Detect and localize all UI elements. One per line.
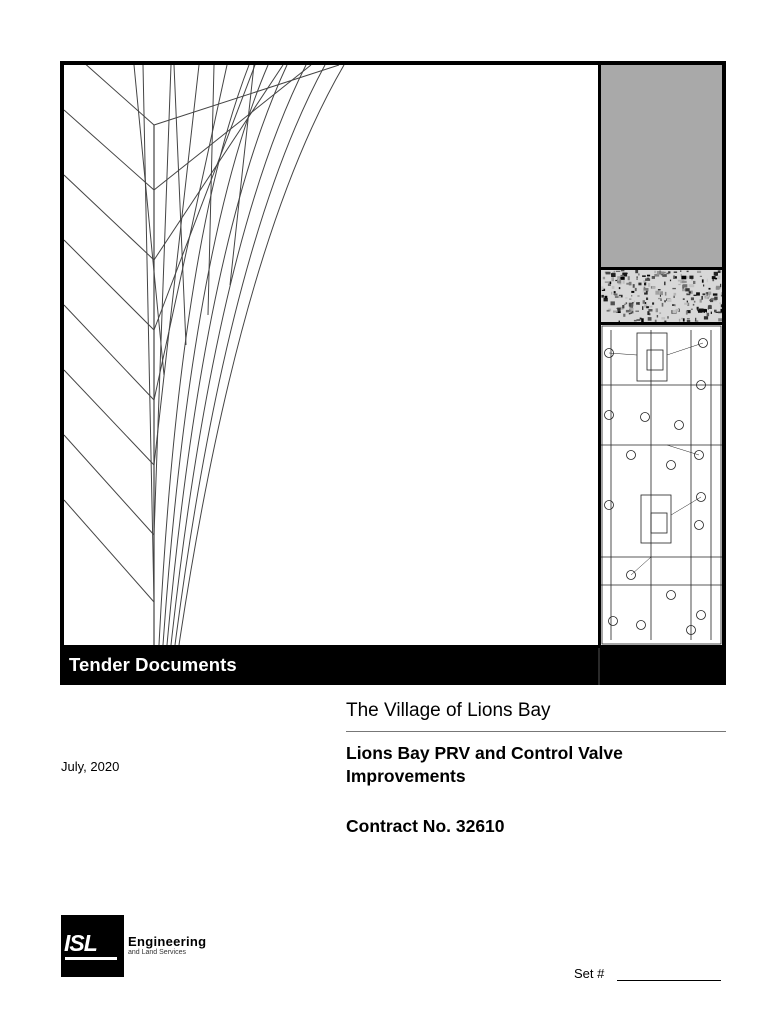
photo-texture-speck (665, 292, 667, 296)
photo-texture-speck (702, 279, 704, 282)
photo-texture-speck (624, 304, 626, 305)
photo-texture-speck (694, 301, 696, 303)
photo-texture-speck (631, 304, 633, 308)
photo-texture-speck (652, 286, 656, 289)
photo-texture-speck (715, 278, 717, 280)
photo-texture-speck (714, 297, 717, 300)
art-fan-line (208, 65, 214, 315)
photo-texture-speck (612, 277, 613, 280)
photo-texture-speck (610, 282, 612, 285)
photo-texture-speck (646, 306, 649, 308)
art-fan-line (174, 65, 186, 345)
photo-texture-speck (605, 282, 610, 283)
photo-texture-speck (706, 293, 709, 294)
photo-texture-speck (645, 278, 650, 281)
art-fan-line (134, 65, 164, 375)
drawing-valve-body (647, 350, 663, 370)
photo-texture-speck (700, 299, 702, 302)
photo-texture-speck (659, 313, 661, 314)
photo-texture-speck (682, 281, 687, 283)
engineering-drawing (601, 325, 722, 645)
photo-texture-speck (718, 276, 721, 280)
cover-line-art (64, 65, 598, 645)
logo-wordmark: Engineering (128, 934, 207, 949)
photo-texture-speck (648, 283, 650, 287)
photo-texture-speck (629, 282, 632, 286)
photo-texture-speck (628, 276, 630, 280)
photo-texture-speck (621, 270, 625, 271)
site-photo (601, 270, 722, 322)
photo-texture-speck (660, 299, 662, 301)
drawing-callout (605, 411, 614, 420)
photo-texture-speck (636, 276, 638, 278)
photo-texture-speck (613, 311, 618, 313)
photo-texture-speck (689, 284, 694, 286)
photo-texture-speck (652, 276, 655, 279)
photo-texture-speck (623, 273, 628, 274)
photo-texture-speck (708, 292, 711, 295)
photo-texture-speck (623, 280, 625, 284)
photo-texture-speck (605, 296, 608, 299)
photo-texture-speck (701, 296, 703, 300)
photo-texture-speck (696, 292, 700, 295)
photo-texture-speck (699, 309, 704, 313)
photo-texture-speck (709, 288, 711, 290)
photo-texture-speck (697, 308, 698, 311)
photo-texture-speck (635, 270, 638, 273)
photo-texture-speck (683, 284, 687, 287)
photo-texture-speck (626, 310, 630, 313)
art-chevron-upper (64, 110, 154, 190)
photo-texture-speck (629, 298, 631, 300)
photo-texture-speck (678, 284, 680, 285)
photo-texture-speck (674, 272, 677, 273)
photo-texture-speck (638, 273, 639, 275)
photo-texture-speck (645, 302, 646, 304)
photo-texture-speck (697, 271, 701, 273)
photo-texture-speck (601, 295, 604, 298)
photo-texture-speck (636, 319, 640, 320)
photo-texture-speck (642, 306, 643, 310)
photo-texture-speck (612, 286, 615, 289)
photo-texture-speck (647, 275, 650, 277)
photo-texture-speck (703, 293, 706, 295)
art-fan-curve (179, 65, 344, 645)
photo-texture-speck (705, 297, 708, 299)
drawing-callout (667, 461, 676, 470)
art-chevron-upper (64, 305, 154, 400)
photo-texture-speck (629, 313, 631, 314)
photo-texture-speck (659, 271, 661, 275)
photo-texture-speck (661, 272, 664, 275)
set-number-blank (617, 980, 721, 981)
photo-texture-speck (721, 309, 723, 312)
photo-texture-speck (657, 315, 658, 318)
photo-texture-speck (626, 283, 629, 285)
issue-date: July, 2020 (61, 759, 120, 774)
photo-texture-speck (611, 273, 616, 277)
photo-texture-speck (682, 289, 685, 292)
photo-texture-speck (658, 298, 662, 299)
photo-texture-speck (622, 305, 624, 308)
photo-texture-speck (718, 318, 722, 321)
photo-texture-speck (636, 278, 638, 280)
photo-texture-speck (681, 276, 686, 280)
photo-texture-speck (641, 318, 644, 322)
photo-texture-speck (611, 292, 612, 295)
photo-texture-speck (615, 296, 619, 299)
photo-texture-speck (647, 311, 649, 315)
photo-texture-speck (603, 277, 605, 280)
photo-texture-speck (707, 279, 708, 283)
photo-texture-speck (694, 295, 697, 296)
art-fan-curve (175, 65, 325, 645)
project-title: Lions Bay PRV and Control Valve Improvements (346, 743, 623, 786)
photo-texture-speck (660, 291, 663, 295)
photo-texture-speck (691, 297, 694, 300)
photo-texture-speck (707, 313, 710, 316)
art-fan-curve (163, 65, 268, 645)
photo-texture-speck (623, 314, 625, 317)
photo-texture-speck (675, 276, 677, 278)
photo-texture-speck (618, 309, 620, 310)
photo-texture-speck (673, 296, 675, 298)
photo-texture-speck (663, 321, 664, 322)
photo-texture-speck (631, 312, 633, 314)
photo-texture-speck (720, 284, 721, 287)
photo-texture-speck (607, 310, 610, 312)
art-fan-curve (171, 65, 306, 645)
photo-texture-speck (635, 311, 639, 312)
photo-texture-speck (680, 270, 681, 272)
art-chevron-upper (64, 500, 154, 602)
tender-documents-title: Tender Documents (69, 654, 237, 675)
photo-texture-speck (619, 287, 621, 289)
photo-texture-speck (606, 272, 611, 275)
photo-texture-speck (604, 298, 608, 302)
photo-texture-speck (670, 280, 671, 282)
photo-texture-speck (703, 285, 704, 287)
photo-texture-speck (655, 291, 659, 295)
photo-texture-speck (631, 291, 634, 293)
art-chevron-upper (64, 370, 154, 465)
photo-texture-speck (687, 301, 688, 303)
photo-texture-speck (687, 320, 690, 322)
photo-texture-speck (700, 276, 702, 277)
set-number-label: Set # (574, 966, 605, 981)
photo-texture-speck (632, 302, 634, 303)
photo-texture-speck (673, 276, 674, 280)
photo-texture-speck (630, 308, 634, 310)
drawing-border (602, 326, 721, 644)
art-chevron-upper (64, 65, 154, 125)
drawing-leader (631, 557, 651, 575)
photo-texture-speck (693, 304, 695, 306)
drawing-callout (675, 421, 684, 430)
photo-texture-speck (689, 291, 691, 293)
photo-texture-speck (687, 318, 690, 319)
photo-texture-speck (664, 321, 666, 322)
photo-texture-speck (664, 300, 666, 302)
drawing-callout (695, 521, 704, 530)
photo-texture-speck (714, 272, 718, 276)
drawing-callout (605, 501, 614, 510)
photo-texture-speck (714, 310, 717, 313)
photo-texture-speck (708, 305, 712, 309)
photo-texture-speck (721, 304, 722, 307)
isl-logo (61, 915, 124, 977)
photo-texture-speck (683, 298, 685, 300)
isl-logo-underline (65, 957, 117, 960)
photo-texture-speck (684, 303, 688, 305)
photo-texture-speck (689, 276, 693, 279)
drawing-valve-box (641, 495, 671, 543)
photo-texture-speck (646, 298, 648, 301)
photo-texture-speck (652, 302, 654, 304)
drawing-callout (697, 611, 706, 620)
photo-texture-speck (638, 283, 641, 286)
drawing-callout (609, 617, 618, 626)
drawing-valve-box (637, 333, 667, 381)
photo-texture-speck (719, 302, 721, 304)
photo-texture-speck (633, 284, 635, 288)
photo-texture-speck (674, 304, 675, 306)
photo-texture-speck (619, 296, 621, 298)
cover-frame (60, 61, 726, 685)
art-chevron-fan (154, 65, 311, 190)
photo-texture-speck (642, 275, 646, 277)
photo-texture-speck (674, 293, 677, 296)
drawing-callout (637, 621, 646, 630)
photo-texture-speck (681, 318, 682, 320)
photo-texture-speck (614, 294, 618, 295)
photo-texture-speck (655, 320, 657, 322)
photo-texture-speck (664, 282, 665, 286)
contract-number: Contract No. 32610 (346, 816, 505, 836)
photo-texture-speck (672, 288, 676, 289)
photo-texture-speck (704, 316, 708, 319)
photo-texture-speck (618, 279, 620, 281)
photo-texture-speck (625, 297, 627, 298)
photo-texture-speck (614, 291, 616, 293)
photo-texture-speck (666, 273, 669, 275)
photo-texture-speck (601, 286, 603, 290)
photo-texture-speck (616, 271, 620, 272)
photo-texture-speck (711, 312, 712, 314)
divider-rule (346, 731, 726, 732)
drawing-callout (627, 451, 636, 460)
photo-texture-speck (636, 302, 639, 305)
art-chevron-fan (143, 65, 154, 602)
photo-texture-speck (691, 309, 693, 310)
photo-texture-speck (661, 317, 665, 319)
photo-texture-speck (676, 309, 680, 312)
photo-texture-speck (686, 311, 688, 315)
photo-texture-speck (634, 301, 635, 303)
photo-texture-speck (637, 295, 639, 296)
photo-texture-speck (611, 301, 615, 305)
photo-texture-speck (672, 310, 676, 314)
drawing-leader (667, 343, 703, 355)
title-bar-divider (598, 648, 600, 685)
photo-texture-speck (721, 292, 722, 295)
photo-texture-speck (662, 303, 664, 307)
photo-texture-speck (718, 270, 721, 273)
photo-texture-speck (693, 281, 695, 284)
photo-texture-speck (687, 271, 689, 272)
art-chevron-upper (64, 240, 154, 330)
photo-texture-speck (619, 321, 620, 322)
photo-texture-speck (649, 306, 653, 308)
photo-texture-speck (631, 295, 632, 296)
isl-logo-mark: ISL (64, 930, 97, 956)
logo-tagline: and Land Services (128, 949, 186, 956)
photo-texture-speck (635, 288, 637, 291)
photo-texture-speck (667, 299, 672, 302)
photo-texture-speck (643, 300, 645, 304)
gray-accent-panel (601, 65, 722, 267)
photo-texture-speck (643, 291, 646, 293)
photo-texture-speck (634, 320, 637, 322)
photo-texture-speck (656, 308, 658, 312)
drawing-leader (667, 445, 699, 455)
photo-texture-speck (705, 312, 706, 313)
art-chevron-upper (64, 435, 154, 535)
photo-texture-speck (658, 289, 661, 290)
photo-texture-speck (648, 317, 652, 321)
photo-texture-speck (685, 288, 690, 291)
title-bar (60, 648, 726, 685)
photo-texture-speck (713, 293, 718, 295)
photo-texture-speck (716, 287, 720, 290)
drawing-callout (641, 413, 650, 422)
drawing-leader (671, 497, 701, 515)
drawing-callout (667, 591, 676, 600)
photo-texture-speck (667, 316, 669, 318)
photo-texture-speck (683, 318, 685, 321)
photo-texture-speck (695, 318, 696, 321)
client-name: The Village of Lions Bay (346, 700, 551, 721)
photo-texture-speck (679, 319, 680, 322)
photo-texture-speck (655, 271, 656, 273)
drawing-valve-body (651, 513, 667, 533)
art-chevron-upper (64, 175, 154, 260)
